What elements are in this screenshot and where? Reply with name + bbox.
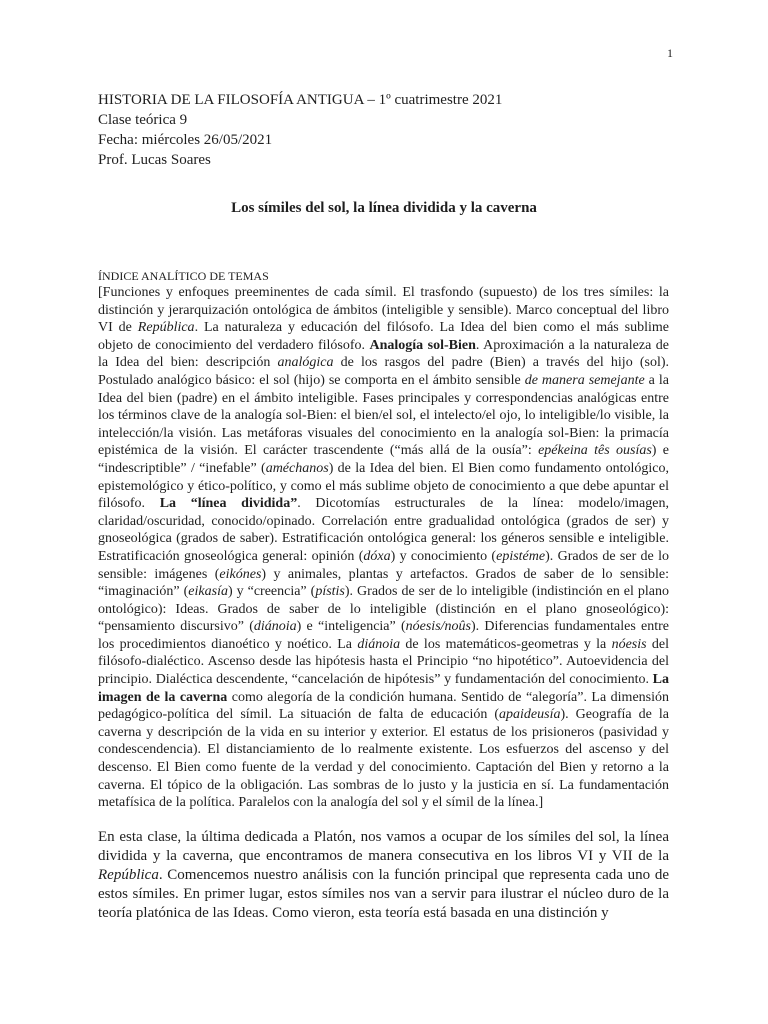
index-segment: apaideusía [499, 707, 561, 723]
intro-segment: . Comencemos nuestro análisis con la función principal que representa cada uno de estos símiles. En primer lugar, estos símiles nos van a servir para ilustrar el núcleo duro de la teoría platónica de las Ideas. Como vieron, esta teoría está basada en una distinción y [98, 867, 669, 921]
index-segment: ). Grados de ser de lo inteligible (indistinción en el plano ontológico): Ideas. Grados de saber de lo inteligible (distinción en el plano gnoseológico): “pensamiento discursivo” ( [98, 584, 670, 635]
index-segment: ) y conocimiento ( [390, 548, 497, 564]
document-header [98, 90, 502, 170]
index-segment: nóesis/noûs [405, 619, 471, 635]
index-segment: nóesis [611, 636, 647, 652]
index-segment: [Funciones y enfoques preeminentes de cada símil. El trasfondo (supuesto) de los tres símiles: la distinción y jerarquización ontológica de ámbitos (inteligible y sensible). Marco conceptual del libro VI de [98, 285, 669, 336]
index-segment: epékeina tês ousías [538, 443, 652, 459]
index-segment: Analogía sol-Bien [369, 337, 476, 353]
index-segment: ). Geografía de la caverna y descripción de la vida en su interior y exterior. El estatus de los prisioneros (pasividad y condescendencia). El distanciamiento de lo realmente existente. Los esfuerzos del ascenso y del descenso. El Bien como fuente de la verdad y del conocimiento. Captación del Bien y retorno a la caverna. El tópico de la obligación. Las sombras de lo justo y la justicia en sí. La fundamentación metafísica de la política. Paralelos con la analogía del sol y el símil de la línea.] [98, 707, 669, 811]
index-segment: ). Grados de ser de lo sensible: imágenes ( [98, 548, 669, 582]
index-segment: améchanos [265, 460, 329, 476]
index-segment: de manera semejante [524, 372, 645, 388]
index-segment: eikasía [188, 584, 228, 600]
index-segment: diánoia [253, 619, 297, 635]
index-segment: de los matemáticos-geometras y la [400, 636, 612, 652]
index-segment: La “línea dividida” [159, 496, 298, 512]
index-segment: ) de la Idea del bien. El Bien como fundamento ontológico, epistemológico y ético-político, y como el más sublime objeto de conocimiento a que debe apuntar el filósofo. [98, 460, 669, 512]
index-segment: eikónes [219, 566, 262, 582]
intro-paragraph [98, 828, 669, 923]
index-segment: a la Idea del bien (padre) en el ámbito inteligible. Fases principales y correspondencias analógicas entre los términos clave de la analogía sol-Bien: el bien/el sol, el intelecto/el ojo, lo inteligible/lo visible, la intelección/la visión. Las metáforas visuales del conocimiento en la analogía sol-Bien: la primacía epistémica de la visión. El carácter trascendente (“más allá de la ousía”: [98, 372, 669, 459]
professor-name: Prof. Lucas Soares [98, 152, 211, 168]
index-segment: ) y animales, plantas y artefactos. Grados de saber de lo sensible: “imaginación” ( [98, 566, 669, 600]
index-paragraph [98, 284, 669, 812]
index-segment: ) e “inteligencia” ( [296, 619, 406, 635]
index-segment: del filósofo-dialéctico. Ascenso desde las hipótesis hasta el Principio “no hipotético”. Autoevidencia del principio. Dialéctica descendente, “cancelación de hipótesis” y fundamentación del conocimiento. [98, 636, 669, 688]
index-segment: pístis [315, 584, 345, 600]
index-segment: analógica [277, 355, 334, 371]
intro-segment: República [98, 867, 159, 883]
intro-segment: En esta clase, la última dedicada a Platón, nos vamos a ocupar de los símiles del sol, la línea dividida y la caverna, que encontramos de manera consecutiva en los libros VI y VII de la [98, 829, 669, 864]
index-segment: . La naturaleza y educación del filósofo. La Idea del bien como el más sublime objeto de conocimiento del verdadero filósofo. [98, 320, 669, 353]
index-segment: República [137, 320, 195, 336]
index-segment: ). Diferencias fundamentales entre los procedimientos dianoético y noético. La [98, 619, 669, 652]
index-segment: . Dicotomías estructurales de la línea: modelo/imagen, claridad/oscuridad, conocido/opinado. Correlación entre gradualidad ontológica (grados de ser) y gnoseológica (grados de saber). Estratificación ontológica general: los géneros sensible e inteligible. Estratificación gnoseológica general: opinión ( [98, 496, 669, 564]
course-title: HISTORIA DE LA FILOSOFÍA ANTIGUA – 1º cuatrimestre 2021 [98, 92, 503, 108]
index-segment: epistéme [496, 548, 546, 564]
class-date: Fecha: miércoles 26/05/2021 [98, 132, 273, 148]
index-segment: diánoia [357, 636, 401, 652]
index-segment: ) y “creencia” ( [227, 584, 316, 600]
index-segment: . Aproximación a la naturaleza de la Idea del bien: descripción [98, 337, 670, 371]
class-number: Clase teórica 9 [98, 112, 188, 128]
page-number: 1 [667, 46, 673, 60]
document-title: Los símiles del sol, la línea dividida y la caverna [231, 200, 537, 216]
index-segment: ) e “indescriptible” / “inefable” ( [98, 443, 669, 476]
index-segment: La imagen de la caverna [98, 672, 669, 705]
index-segment: dóxa [363, 548, 391, 564]
index-segment: de los rasgos del padre (Bien) a través del hijo (sol). Postulado analógico básico: el sol (hijo) se comporta en el ámbito sensible [98, 355, 669, 388]
index-segment: como alegoría de la condición humana. Sentido de “alegoría”. La dimensión pedagógico-política del símil. La situación de falta de educación ( [98, 689, 669, 723]
index-heading: ÍNDICE ANALÍTICO DE TEMAS [98, 269, 269, 283]
